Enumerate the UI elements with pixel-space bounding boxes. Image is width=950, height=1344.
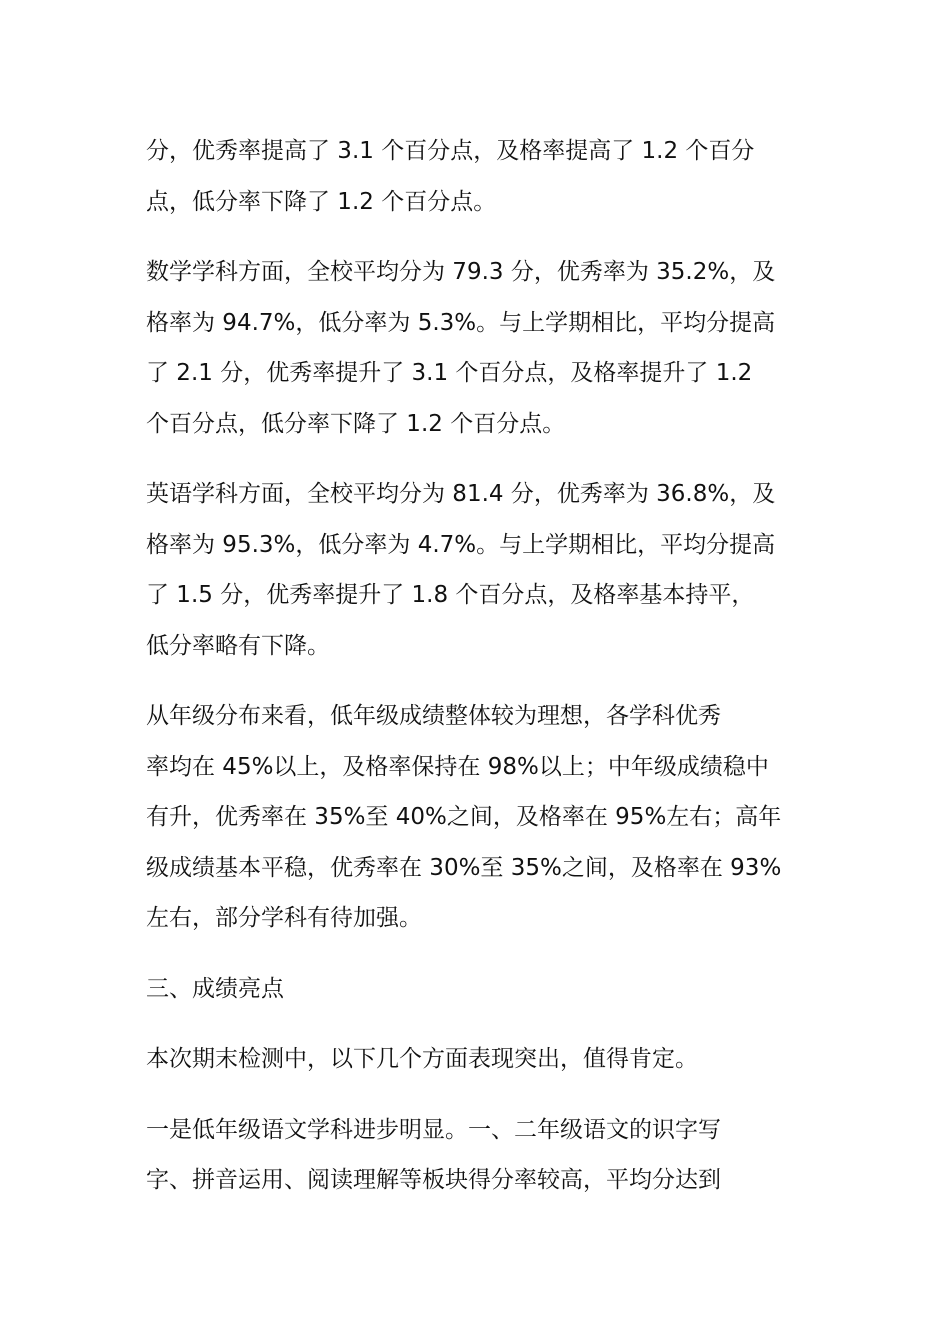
paragraph-english-summary [146,469,808,671]
text-line: 率均在 45%以上，及格率保持在 98%以上；中年级成绩稳中 [146,753,769,780]
text-line: 格率为 94.7%，低分率为 5.3%。与上学期相比，平均分提高 [146,309,776,336]
text-line: 级成绩基本平稳，优秀率在 30%至 35%之间，及格率在 93% [146,854,782,881]
text-line: 一是低年级语文学科进步明显。一、二年级语文的识字写 [146,1116,721,1143]
text-line: 左右，部分学科有待加强。 [146,905,422,931]
paragraph-chinese-summary [146,126,808,227]
document-page [146,126,808,1226]
text-line: 格率为 95.3%，低分率为 4.7%。与上学期相比，平均分提高 [146,531,776,558]
text-line: 英语学科方面，全校平均分为 81.4 分，优秀率为 36.8%，及 [146,481,776,507]
text-line: 本次期末检测中，以下几个方面表现突出，值得肯定。 [146,1046,698,1072]
text-line: 了 2.1 分，优秀率提升了 3.1 个百分点，及格率提升了 1.2 [146,360,753,386]
text-line: 数学学科方面，全校平均分为 79.3 分，优秀率为 35.2%，及 [146,259,776,285]
paragraph-highlight-one [146,1105,808,1206]
text-line: 有升，优秀率在 35%至 40%之间，及格率在 95%左右；高年 [146,804,782,830]
paragraph-math-summary [146,247,808,449]
text-line: 低分率略有下降。 [146,632,330,659]
text-line: 字、拼音运用、阅读理解等板块得分率较高，平均分达到 [146,1167,721,1193]
section-heading-highlights [146,964,808,1015]
text-line: 从年级分布来看，低年级成绩整体较为理想，各学科优秀 [146,703,721,729]
paragraph-grade-distribution [146,691,808,944]
text-line: 个百分点，低分率下降了 1.2 个百分点。 [146,410,566,437]
text-line: 分，优秀率提高了 3.1 个百分点，及格率提高了 1.2 个百分 [146,138,755,164]
text-line: 三、成绩亮点 [146,975,284,1002]
paragraph-highlights-intro [146,1034,808,1085]
text-line: 了 1.5 分，优秀率提升了 1.8 个百分点，及格率基本持平， [146,582,755,608]
text-line: 点，低分率下降了 1.2 个百分点。 [146,188,497,215]
